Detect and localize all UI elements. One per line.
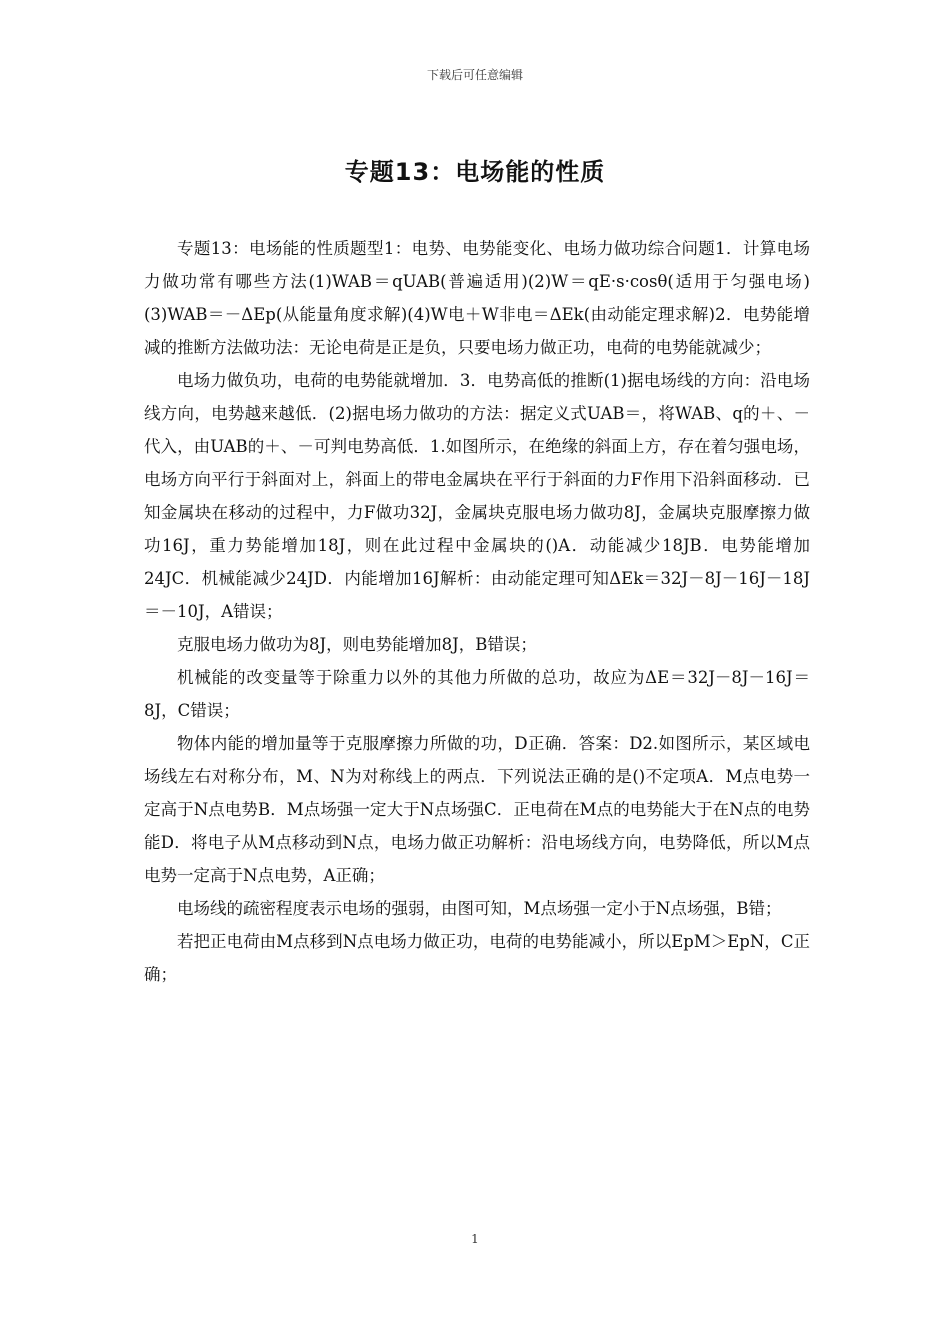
paragraph: 机械能的改变量等于除重力以外的其他力所做的总功，故应为ΔE＝32J－8J－16J＝8J，C错误； xyxy=(144,668,810,720)
document-body xyxy=(144,232,810,991)
paragraph: 电场线的疏密程度表示电场的强弱，由图可知，M点场强一定小于N点场强，B错； xyxy=(177,899,782,918)
paragraph: 若把正电荷由M点移到N点电场力做正功，电荷的电势能减小，所以EpM＞EpN，C正确； xyxy=(144,932,810,984)
paragraph: 电场力做负功，电荷的电势能就增加．3．电势高低的推断(1)据电场线的方向：沿电场线方向，电势越来越低．(2)据电场力做功的方法：据定义式UAB＝，将WAB、q的＋、－代入，由UAB的＋、－可判电势高低．1.如图所示，在绝缘的斜面上方，存在着匀强电场，电场方向平行于斜面对上，斜面上的带电金属块在平行于斜面的力F作用下沿斜面移动．已知金属块在移动的过程中，力F做功32J，金属块克服电场力做功8J，金属块克服摩擦力做功16J，重力势能增加18J，则在此过程中金属块的()A．动能减少18JB．电势能增加24JC．机械能减少24JD．内能增加16J解析：由动能定理可知ΔEk＝32J－8J－16J－18J＝－10J，A错误； xyxy=(144,371,810,621)
page-header: 下载后可任意编辑 xyxy=(426,68,523,82)
paragraph: 物体内能的增加量等于克服摩擦力所做的功，D正确．答案：D2.如图所示，某区域电场线左右对称分布，M、N为对称线上的两点．下列说法正确的是()不定项A．M点电势一定高于N点电势B．M点场强一定大于N点场强C．正电荷在M点的电势能大于在N点的电势能D．将电子从M点移动到N点，电场力做正功解析：沿电场线方向，电势降低，所以M点电势一定高于N点电势，A正确； xyxy=(144,734,810,885)
document-title: 专题13：电场能的性质 xyxy=(344,158,606,186)
paragraph: 克服电场力做功为8J，则电势能增加8J，B错误； xyxy=(177,635,537,654)
paragraph: 专题13：电场能的性质题型1：电势、电势能变化、电场力做功综合问题1．计算电场力做功常有哪些方法(1)WAB＝qUAB(普遍适用)(2)W＝qE·s·cosθ(适用于匀强电场)(3)WAB＝－ΔEp(从能量角度求解)(4)W电＋W非电＝ΔEk(由动能定理求解)2．电势能增减的推断方法做功法：无论电荷是正是负，只要电场力做正功，电荷的电势能就减少； xyxy=(144,239,810,357)
page-number: 1 xyxy=(471,1232,479,1246)
